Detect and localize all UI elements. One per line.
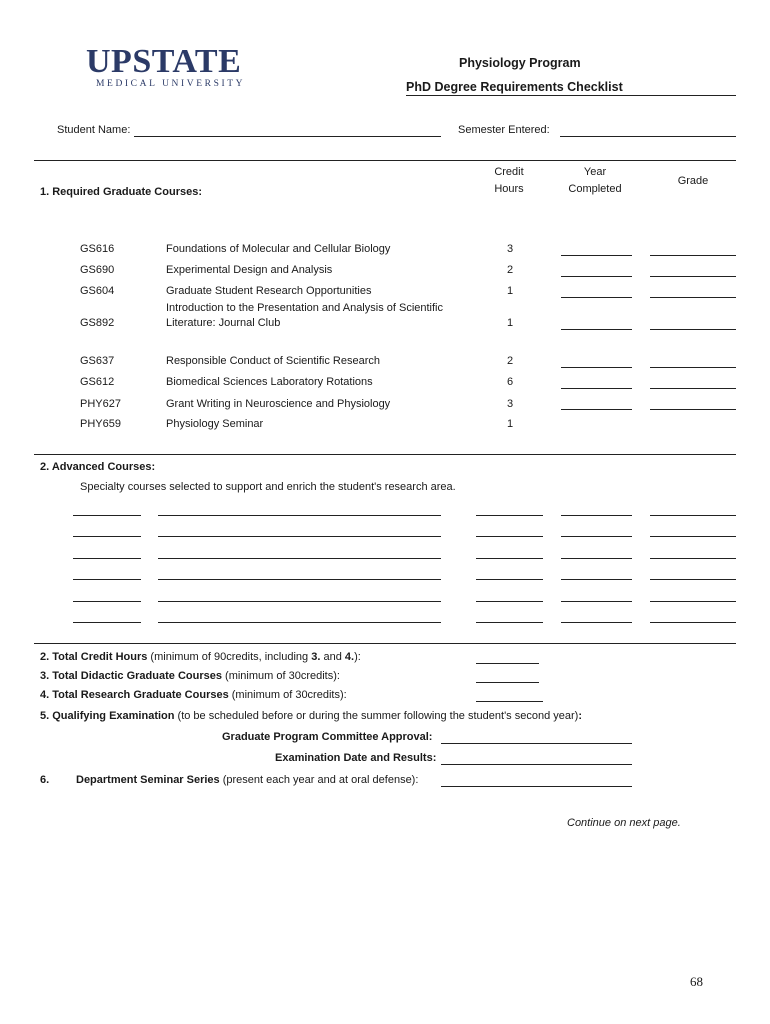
course-title-field[interactable] xyxy=(158,536,441,537)
section-rule xyxy=(34,643,736,644)
course-title: Biomedical Sciences Laboratory Rotations xyxy=(166,376,373,388)
item-6-number: 6. xyxy=(40,774,50,786)
student-name-field[interactable] xyxy=(134,136,441,137)
credits-field[interactable] xyxy=(476,558,543,559)
logo-wordmark: UPSTATE xyxy=(86,43,242,80)
committee-approval-label: Graduate Program Committee Approval: xyxy=(222,731,433,743)
course-title-field[interactable] xyxy=(158,601,441,602)
year-completed-field[interactable] xyxy=(561,515,632,516)
grade-field[interactable] xyxy=(650,255,736,256)
section2-title: 2. Advanced Courses: xyxy=(40,461,156,473)
course-title-line2: Literature: Journal Club xyxy=(166,317,281,329)
credits-field[interactable] xyxy=(476,601,543,602)
total-research-label: 4. Total Research Graduate Courses (minimum of 30credits): xyxy=(40,689,347,701)
course-code-field[interactable] xyxy=(73,622,141,623)
course-title: Responsible Conduct of Scientific Research xyxy=(166,355,381,367)
course-code: PHY659 xyxy=(80,418,121,430)
grade-field[interactable] xyxy=(650,558,736,559)
semester-entered-field[interactable] xyxy=(560,136,736,137)
year-completed-field[interactable] xyxy=(561,276,632,277)
qualifying-exam-label: 5. Qualifying Examination (to be scheduled before or during the summer following the student's second year): xyxy=(40,710,582,722)
grade-field[interactable] xyxy=(650,297,736,298)
grade-header: Grade xyxy=(677,175,709,187)
course-code: GS612 xyxy=(80,376,115,388)
course-code-field[interactable] xyxy=(73,601,141,602)
credits-field[interactable] xyxy=(476,515,543,516)
section-rule xyxy=(34,160,736,161)
course-code: GS616 xyxy=(80,243,115,255)
grade-field[interactable] xyxy=(650,536,736,537)
section1-title: 1. Required Graduate Courses: xyxy=(40,186,202,198)
course-code: GS637 xyxy=(80,355,115,367)
total-research-field[interactable] xyxy=(476,701,543,702)
course-credits: 2 xyxy=(506,264,514,276)
course-credits: 1 xyxy=(506,418,514,430)
section-rule xyxy=(34,454,736,455)
course-credits: 3 xyxy=(506,243,514,255)
student-name-label: Student Name: xyxy=(57,124,131,136)
credit-header-2: Hours xyxy=(494,183,524,195)
course-code-field[interactable] xyxy=(73,579,141,580)
grade-field[interactable] xyxy=(650,276,736,277)
course-title-field[interactable] xyxy=(158,579,441,580)
year-completed-field[interactable] xyxy=(561,622,632,623)
year-completed-field[interactable] xyxy=(561,297,632,298)
course-title-field[interactable] xyxy=(158,558,441,559)
header-rule xyxy=(406,95,736,96)
grade-field[interactable] xyxy=(650,367,736,368)
course-code-field[interactable] xyxy=(73,515,141,516)
course-title: Graduate Student Research Opportunities xyxy=(166,285,372,297)
grade-field[interactable] xyxy=(650,388,736,389)
credits-field[interactable] xyxy=(476,536,543,537)
course-credits: 2 xyxy=(506,355,514,367)
section2-description: Specialty courses selected to support and enrich the student's research area. xyxy=(80,481,456,493)
year-completed-field[interactable] xyxy=(561,579,632,580)
year-completed-field[interactable] xyxy=(561,601,632,602)
credits-field[interactable] xyxy=(476,622,543,623)
exam-date-results-field[interactable] xyxy=(441,764,632,765)
year-header-1: Year xyxy=(583,166,607,178)
course-title: Foundations of Molecular and Cellular Biology xyxy=(166,243,391,255)
grade-field[interactable] xyxy=(650,622,736,623)
course-credits: 3 xyxy=(506,398,514,410)
year-completed-field[interactable] xyxy=(561,388,632,389)
year-header-2: Completed xyxy=(568,183,622,195)
year-completed-field[interactable] xyxy=(561,329,632,330)
grade-field[interactable] xyxy=(650,515,736,516)
grade-field[interactable] xyxy=(650,579,736,580)
year-completed-field[interactable] xyxy=(561,255,632,256)
seminar-series-field[interactable] xyxy=(441,786,632,787)
continue-note: Continue on next page. xyxy=(567,817,681,829)
course-title: Grant Writing in Neuroscience and Physiology xyxy=(166,398,391,410)
course-code: GS892 xyxy=(80,317,115,329)
course-title: Experimental Design and Analysis xyxy=(166,264,333,276)
semester-entered-label: Semester Entered: xyxy=(458,124,550,136)
course-title-field[interactable] xyxy=(158,515,441,516)
course-credits: 1 xyxy=(506,317,514,329)
credit-header-1: Credit xyxy=(494,166,524,178)
total-didactic-label: 3. Total Didactic Graduate Courses (minimum of 30credits): xyxy=(40,670,340,682)
course-credits: 6 xyxy=(506,376,514,388)
page-number: 68 xyxy=(690,974,703,989)
total-credit-hours-label: 2. Total Credit Hours (minimum of 90credits, including 3. and 4.): xyxy=(40,651,361,663)
checklist-title: PhD Degree Requirements Checklist xyxy=(406,80,623,94)
course-code: GS690 xyxy=(80,264,115,276)
program-title: Physiology Program xyxy=(459,56,581,70)
year-completed-field[interactable] xyxy=(561,536,632,537)
grade-field[interactable] xyxy=(650,409,736,410)
course-title-field[interactable] xyxy=(158,622,441,623)
course-title: Introduction to the Presentation and Analysis of Scientific xyxy=(166,302,443,314)
seminar-series-label: Department Seminar Series (present each year and at oral defense): xyxy=(76,774,419,786)
year-completed-field[interactable] xyxy=(561,558,632,559)
logo-subtitle: MEDICAL UNIVERSITY xyxy=(96,79,246,89)
exam-date-results-label: Examination Date and Results: xyxy=(275,752,437,764)
committee-approval-field[interactable] xyxy=(441,743,632,744)
course-code: GS604 xyxy=(80,285,115,297)
grade-field[interactable] xyxy=(650,329,736,330)
course-credits: 1 xyxy=(506,285,514,297)
course-code-field[interactable] xyxy=(73,558,141,559)
year-completed-field[interactable] xyxy=(561,409,632,410)
credits-field[interactable] xyxy=(476,579,543,580)
grade-field[interactable] xyxy=(650,601,736,602)
course-code: PHY627 xyxy=(80,398,121,410)
total-didactic-field[interactable] xyxy=(476,682,539,683)
year-completed-field[interactable] xyxy=(561,367,632,368)
course-title: Physiology Seminar xyxy=(166,418,264,430)
course-code-field[interactable] xyxy=(73,536,141,537)
total-credit-hours-field[interactable] xyxy=(476,663,539,664)
